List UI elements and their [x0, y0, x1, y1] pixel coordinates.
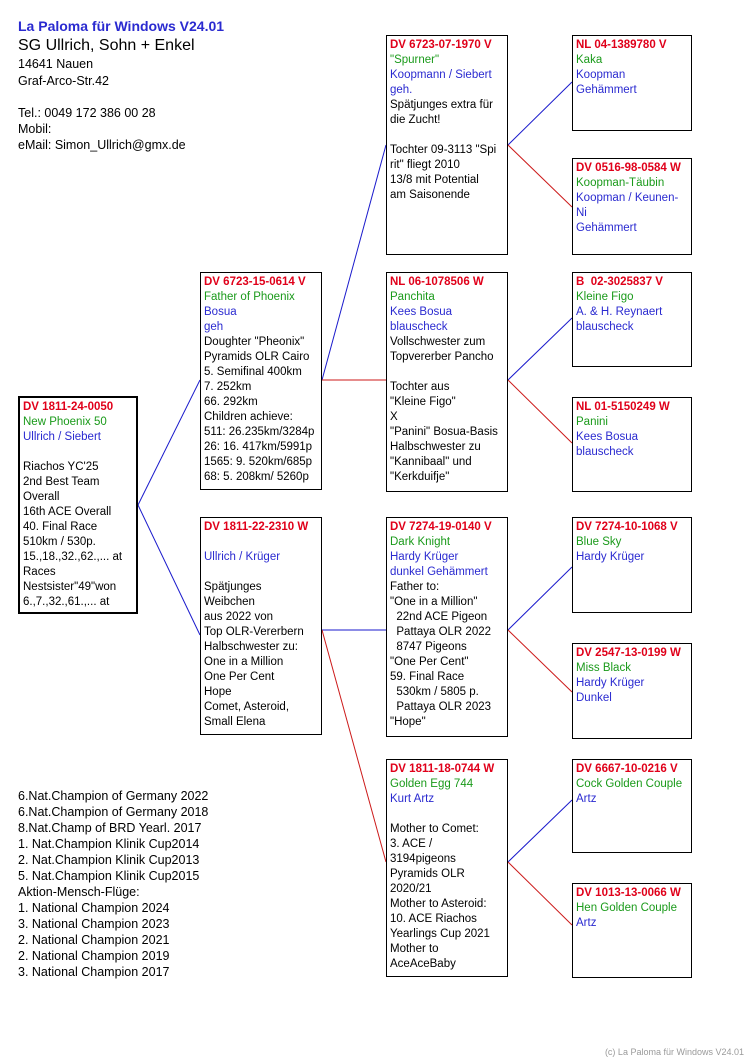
address-street: Graf-Arco-Str.42	[18, 74, 109, 88]
breeder-name: Kees Bosua	[390, 306, 453, 318]
ring-number: B 02-3025837 V	[576, 276, 663, 288]
pigeon-card-mff[interactable]	[572, 517, 692, 613]
loft-name: SG Ullrich, Sohn + Enkel	[18, 37, 195, 54]
breeder-name-continued: Ni	[576, 207, 587, 219]
note-line: 68: 5. 208km/ 5260p	[204, 471, 309, 483]
pigeon-name	[204, 535, 318, 550]
pigeon-name: Hen Golden Couple	[576, 902, 678, 914]
note-line: "Hope"	[390, 716, 426, 728]
plumage-color: blauscheck	[576, 321, 634, 333]
achievements-list	[18, 788, 208, 980]
note-line: Father to:	[390, 581, 440, 593]
address-zip-city: 14641 Nauen	[18, 57, 94, 71]
connector-mf-mfm	[508, 630, 572, 692]
pigeon-card-father-father[interactable]	[386, 35, 508, 255]
note-line: Mother to	[390, 943, 439, 955]
achievement-item: 1. Nat.Champion Klinik Cup2014	[18, 837, 200, 851]
note-line: 13/8 mit Potential	[390, 174, 479, 186]
breeder-name: Ullrich / Krüger	[204, 551, 281, 563]
note-line: Hope	[204, 686, 232, 698]
pigeon-name: Golden Egg 744	[390, 778, 474, 790]
pigeon-name: Father of Phoenix	[204, 291, 295, 303]
note-line: Riachos YC'25	[23, 461, 99, 473]
note-line: Overall	[23, 491, 60, 503]
achievement-item: 2. National Champion 2021	[18, 933, 170, 947]
ring-number: DV 6723-07-1970 V	[390, 39, 492, 51]
plumage-color: Dunkel	[576, 692, 612, 704]
plumage-color: Gehämmert	[576, 222, 637, 234]
pigeon-card-fmf[interactable]	[572, 272, 692, 367]
pigeon-card-fff[interactable]	[572, 35, 692, 131]
pigeon-card-fmm[interactable]	[572, 397, 692, 492]
note-line: Tochter 09-3113 "Spi	[390, 144, 497, 156]
ring-number: DV 6723-15-0614 V	[204, 276, 306, 288]
note-line: aus 2022 von	[204, 611, 274, 623]
copyright-footer: (c) La Paloma für Windows V24.01	[604, 1047, 744, 1057]
breeder-name: Koopmann / Siebert	[390, 69, 492, 81]
pigeon-name: "Spurner"	[390, 54, 440, 66]
pigeon-card-mother-father[interactable]	[386, 517, 508, 737]
note-line: X	[390, 411, 398, 423]
pigeon-card-ffm[interactable]	[572, 158, 692, 255]
breeder-name: Hardy Krüger	[576, 551, 645, 563]
connector-main-mother	[138, 505, 200, 635]
pigeon-name: Koopman-Täubin	[576, 177, 665, 189]
note-line: 16th ACE Overall	[23, 506, 112, 518]
pigeon-name: Dark Knight	[390, 536, 451, 548]
plumage-color: blauscheck	[576, 446, 634, 458]
pigeon-card-mmm[interactable]	[572, 883, 692, 978]
breeder-name: Kees Bosua	[576, 431, 639, 443]
ring-number: DV 7274-19-0140 V	[390, 521, 492, 533]
pigeon-name: Panchita	[390, 291, 435, 303]
plumage-color: blauscheck	[390, 321, 448, 333]
pigeon-card-mother-mother[interactable]	[386, 759, 508, 977]
pigeon-name: New Phoenix 50	[23, 416, 107, 428]
ring-number: DV 1811-22-2310 W	[204, 521, 309, 533]
email-address: eMail: Simon_Ullrich@gmx.de	[18, 138, 186, 152]
ring-number: DV 0516-98-0584 W	[576, 162, 681, 174]
note-line: "Kleine Figo"	[390, 396, 456, 408]
note-line: 59. Final Race	[390, 671, 465, 683]
connector-main-father	[138, 380, 200, 505]
achievement-item: 6.Nat.Champion of Germany 2018	[18, 805, 209, 819]
note-line: 3194pigeons	[390, 853, 456, 865]
note-line: 40. Final Race	[23, 521, 98, 533]
connector-ff-ffm	[508, 145, 572, 207]
note-line: die Zucht!	[390, 114, 441, 126]
breeder-name: Hardy Krüger	[390, 551, 459, 563]
ring-number: DV 1811-24-0050	[23, 401, 114, 413]
note-line	[390, 128, 504, 143]
note-line: "Panini" Bosua-Basis	[390, 426, 498, 438]
pigeon-card-mother[interactable]	[200, 517, 322, 735]
note-line	[23, 445, 133, 460]
note-line: Halbschwester zu	[390, 441, 481, 453]
note-line: Vollschwester zum	[390, 336, 486, 348]
ring-number: DV 7274-10-1068 V	[576, 521, 678, 533]
pigeon-name: Cock Golden Couple	[576, 778, 683, 790]
achievement-item: Aktion-Mensch-Flüge:	[18, 885, 140, 899]
note-line: 2020/21	[390, 883, 432, 895]
pigeon-name: Kleine Figo	[576, 291, 634, 303]
connector-mother-mm	[322, 630, 386, 862]
note-line: rit" fliegt 2010	[390, 159, 460, 171]
ring-number: NL 01-5150249 W	[576, 401, 670, 413]
note-line: "One in a Million"	[390, 596, 478, 608]
note-line: 5. Semifinal 400km	[204, 366, 302, 378]
achievement-item: 5. Nat.Champion Klinik Cup2015	[18, 869, 200, 883]
achievement-item: 8.Nat.Champ of BRD Yearl. 2017	[18, 821, 202, 835]
note-line: am Saisonende	[390, 189, 470, 201]
note-line: Small Elena	[204, 716, 266, 728]
pigeon-name: Kaka	[576, 54, 603, 66]
note-line: "One Per Cent"	[390, 656, 469, 668]
achievement-item: 2. Nat.Champion Klinik Cup2013	[18, 853, 200, 867]
connector-father-ff	[322, 145, 386, 380]
plumage-color: dunkel Gehämmert	[390, 566, 488, 578]
connector-mm-mmf	[508, 800, 572, 862]
note-line: 8747 Pigeons	[390, 641, 467, 653]
app-title: La Paloma für Windows V24.01	[18, 18, 225, 34]
note-line: One in a Million	[204, 656, 284, 668]
pigeon-card-main[interactable]	[18, 396, 138, 614]
note-line: 7. 252km	[204, 381, 252, 393]
note-line: "Kerkduifje"	[390, 471, 450, 483]
pigeon-card-mfm[interactable]	[572, 643, 692, 739]
pigeon-name: Blue Sky	[576, 536, 622, 548]
connector-fm-fmm	[508, 380, 572, 443]
note-line: Weibchen	[204, 596, 255, 608]
breeder-name: Koopman	[576, 69, 626, 81]
note-line: 66. 292km	[204, 396, 258, 408]
note-line: 510km / 530p.	[23, 536, 96, 548]
note-line: Children achieve:	[204, 411, 293, 423]
note-line: Halbschwester zu:	[204, 641, 298, 653]
achievement-item: 3. National Champion 2023	[18, 917, 170, 931]
note-line: Mother to Comet:	[390, 823, 479, 835]
pigeon-card-mmf[interactable]	[572, 759, 692, 853]
breeder-name: Koopman / Keunen-	[576, 192, 679, 204]
note-line: "Kannibaal" und	[390, 456, 472, 468]
ring-number: DV 1811-18-0744 W	[390, 763, 495, 775]
connector-fm-fmf	[508, 318, 572, 380]
achievement-item: 3. National Champion 2017	[18, 965, 170, 979]
note-line: 530km / 5805 p.	[390, 686, 479, 698]
note-line: 15.,18.,32.,62.,... at	[23, 551, 123, 563]
note-line: 1565: 9. 520km/685p	[204, 456, 313, 468]
plumage-color: geh	[204, 321, 224, 333]
note-line: 511: 26.235km/3284p	[204, 426, 315, 438]
note-line: Spätjunges	[204, 581, 262, 593]
note-line: Races	[23, 566, 56, 578]
breeder-name: Bosua	[204, 306, 237, 318]
breeder-name: Artz	[576, 793, 597, 805]
ring-number: NL 04-1389780 V	[576, 39, 667, 51]
pigeon-card-father[interactable]	[200, 272, 322, 490]
note-line: Topvererber Pancho	[390, 351, 494, 363]
breeder-name: A. & H. Reynaert	[576, 306, 663, 318]
note-line: 26: 16. 417km/5991p	[204, 441, 313, 453]
plumage-color: Gehämmert	[576, 84, 637, 96]
note-line: Yearlings Cup 2021	[390, 928, 490, 940]
note-line: Spätjunges extra für	[390, 99, 493, 111]
note-line: 22nd ACE Pigeon	[390, 611, 488, 623]
note-line: Comet, Asteroid,	[204, 701, 290, 713]
note-line: 6.,7.,32.,61.,... at	[23, 596, 110, 608]
note-line: Pyramids OLR Cairo	[204, 351, 310, 363]
connector-mm-mmm	[508, 862, 572, 925]
pigeon-name: Miss Black	[576, 662, 631, 674]
note-line: Top OLR-Vererbern	[204, 626, 304, 638]
note-line	[390, 365, 504, 380]
ring-number: DV 1013-13-0066 W	[576, 887, 681, 899]
phone-number: Tel.: 0049 172 386 00 28	[18, 106, 156, 120]
ring-number: DV 6667-10-0216 V	[576, 763, 678, 775]
note-line: AceAceBaby	[390, 958, 456, 970]
note-line: One Per Cent	[204, 671, 275, 683]
note-line: Nestsister"49"won	[23, 581, 117, 593]
achievement-item: 6.Nat.Champion of Germany 2022	[18, 789, 209, 803]
achievement-item: 2. National Champion 2019	[18, 949, 170, 963]
note-line	[390, 807, 504, 822]
note-line	[204, 565, 318, 580]
ring-number: NL 06-1078506 W	[390, 276, 484, 288]
breeder-name: Artz	[576, 917, 597, 929]
connector-mf-mff	[508, 567, 572, 630]
note-line: Doughter "Pheonix"	[204, 336, 305, 348]
note-line: Pyramids OLR	[390, 868, 465, 880]
note-line: 3. ACE /	[390, 838, 433, 850]
connector-ff-fff	[508, 82, 572, 145]
note-line: 2nd Best Team	[23, 476, 100, 488]
pigeon-name: Panini	[576, 416, 608, 428]
plumage-color: geh.	[390, 84, 413, 96]
pigeon-card-father-mother[interactable]	[386, 272, 508, 492]
note-line: Pattaya OLR 2023	[390, 701, 492, 713]
note-line: Mother to Asteroid:	[390, 898, 487, 910]
ring-number: DV 2547-13-0199 W	[576, 647, 681, 659]
breeder-name: Ullrich / Siebert	[23, 431, 101, 443]
breeder-name: Kurt Artz	[390, 793, 435, 805]
note-line: Pattaya OLR 2022	[390, 626, 492, 638]
breeder-name: Hardy Krüger	[576, 677, 645, 689]
achievement-item: 1. National Champion 2024	[18, 901, 170, 915]
note-line: Tochter aus	[390, 381, 450, 393]
note-line: 10. ACE Riachos	[390, 913, 477, 925]
mobile-number: Mobil:	[18, 122, 52, 136]
